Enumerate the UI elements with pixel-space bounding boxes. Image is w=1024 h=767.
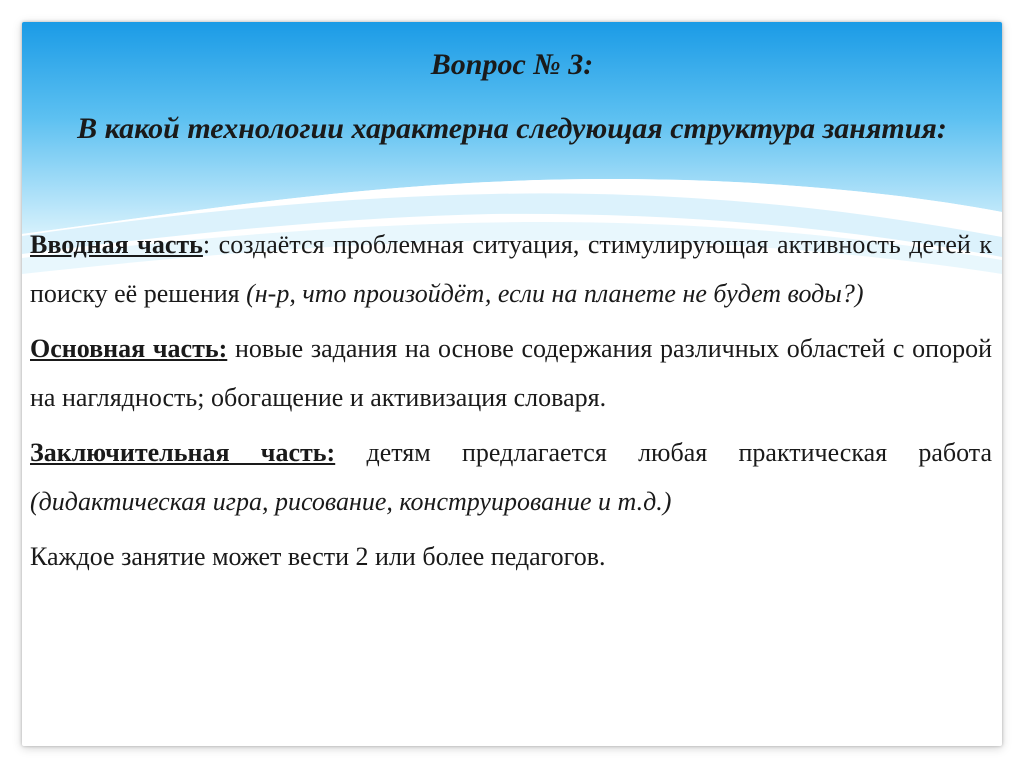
intro-part-example: (н-р, что произойдёт, если на планете не будет воды?) xyxy=(246,279,864,308)
intro-part-text: создаётся проблемная ситуация, стимулирующая активность детей к поиску её решения xyxy=(30,230,992,308)
slide xyxy=(22,22,1002,746)
question-number: Вопрос № 3: xyxy=(430,48,594,81)
intro-part-paragraph xyxy=(30,220,992,318)
main-part-text: новые задания на основе содержания различных областей с опорой на наглядность; обогащение и активизация словаря. xyxy=(30,334,992,412)
final-part-term: Заключительная часть: xyxy=(30,438,336,467)
main-part-colon: : xyxy=(218,334,228,363)
answer-structure xyxy=(30,220,992,587)
closing-statement: Каждое занятие может вести 2 или более педагогов. xyxy=(30,542,606,571)
intro-part-colon: : xyxy=(202,230,211,259)
question-text: В какой технологии характерна следующая структура занятия: xyxy=(77,112,947,145)
intro-part-term: Вводная часть xyxy=(30,230,203,259)
slide-content xyxy=(22,22,1002,746)
final-part-paragraph xyxy=(30,428,992,526)
main-part-term: Основная часть xyxy=(30,334,219,363)
final-part-example: (дидактическая игра, рисование, конструирование и т.д.) xyxy=(30,487,672,516)
main-part-paragraph xyxy=(30,324,992,422)
final-part-text: детям предлагается любая практическая работа xyxy=(335,438,993,467)
